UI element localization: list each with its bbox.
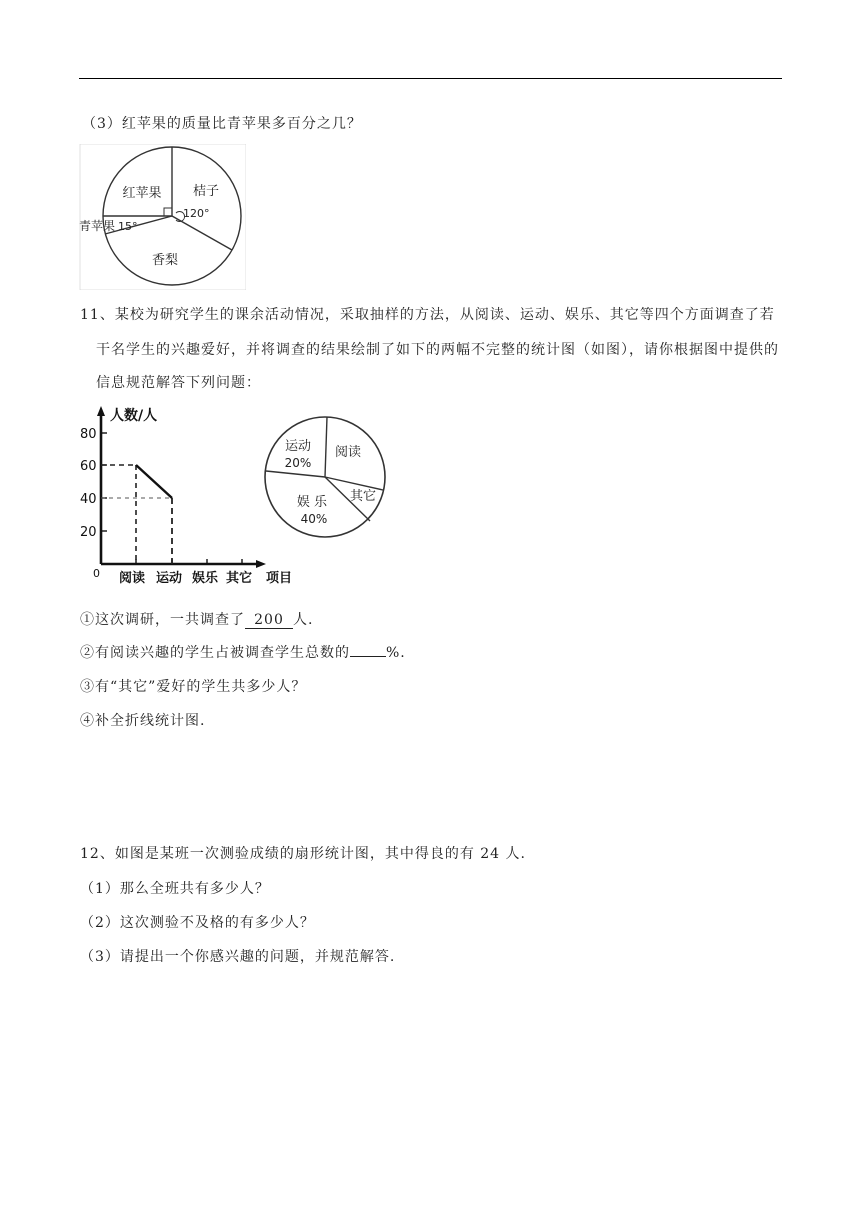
ytick-label-20: 20 bbox=[80, 525, 97, 540]
label-other: 其它 bbox=[349, 489, 377, 504]
q11-sub1-prefix: ①这次调研，一共调查了 bbox=[80, 612, 245, 628]
label-pear: 香梨 bbox=[151, 253, 179, 268]
q11-sub4: ④补全折线统计图. bbox=[80, 713, 206, 729]
q11-sub2 bbox=[80, 642, 406, 662]
xtick-label-sport: 运动 bbox=[156, 571, 183, 586]
q11-sub2-suffix: %. bbox=[386, 645, 406, 661]
x-axis-label: 项目 bbox=[266, 571, 293, 586]
q12-part1: （1）那么全班共有多少人？ bbox=[80, 881, 270, 897]
ytick-label-40: 40 bbox=[80, 492, 97, 507]
label-red-apple: 红苹果 bbox=[122, 186, 162, 201]
y-axis-label: 人数/人 bbox=[110, 408, 158, 424]
xtick-label-ent: 娱乐 bbox=[192, 571, 219, 586]
label-entertainment: 娱 乐 bbox=[296, 495, 328, 510]
xtick-label-reading: 阅读 bbox=[119, 571, 146, 586]
fruit-pie-chart bbox=[76, 144, 246, 290]
q11-sub1-suffix: 人. bbox=[293, 612, 314, 628]
origin-label: 0 bbox=[93, 567, 100, 580]
data-line bbox=[136, 465, 172, 498]
header-rule bbox=[79, 78, 782, 79]
y-axis-arrow bbox=[97, 406, 105, 416]
q11-sub1-answer: 200 bbox=[245, 612, 293, 629]
label-reading: 阅读 bbox=[334, 445, 362, 460]
q11-line1: 11、某校为研究学生的课余活动情况，采取抽样的方法，从阅读、运动、娱乐、其它等四个方面调查了若 bbox=[80, 307, 775, 323]
label-sport: 运动 bbox=[284, 439, 312, 454]
label-sport-pct: 20% bbox=[284, 456, 312, 470]
q12-intro: 12、如图是某班一次测验成绩的扇形统计图，其中得良的有 24 人. bbox=[80, 846, 526, 862]
q11-line3: 信息规范解答下列问题： bbox=[96, 375, 261, 391]
label-green-angle: 15° bbox=[118, 220, 138, 233]
q12-part2: （2）这次测验不及格的有多少人？ bbox=[80, 915, 315, 931]
ytick-label-80: 80 bbox=[80, 427, 97, 442]
label-orange-angle: 120° bbox=[183, 207, 210, 220]
ytick-label-60: 60 bbox=[80, 459, 97, 474]
q11-line2: 干名学生的兴趣爱好，并将调查的结果绘制了如下的两幅不完整的统计图（如图），请你根据图中提供的 bbox=[96, 342, 779, 358]
label-orange: 桔子 bbox=[192, 184, 220, 199]
label-entertainment-pct: 40% bbox=[300, 512, 328, 526]
xtick-label-other: 其它 bbox=[226, 571, 253, 586]
activity-pie-chart bbox=[262, 410, 392, 546]
q11-sub3: ③有“其它”爱好的学生共多少人？ bbox=[80, 679, 307, 695]
x-axis-arrow bbox=[256, 560, 266, 568]
label-green-apple: 青苹果 bbox=[79, 219, 116, 233]
q11-sub2-prefix: ②有阅读兴趣的学生占被调查学生总数的 bbox=[80, 645, 350, 661]
q12-part3: （3）请提出一个你感兴趣的问题，并规范解答. bbox=[80, 949, 396, 965]
q11-sub2-blank bbox=[350, 656, 386, 657]
q11-sub1 bbox=[80, 609, 313, 629]
q10-part3: （3）红苹果的质量比青苹果多百分之几？ bbox=[82, 116, 362, 132]
